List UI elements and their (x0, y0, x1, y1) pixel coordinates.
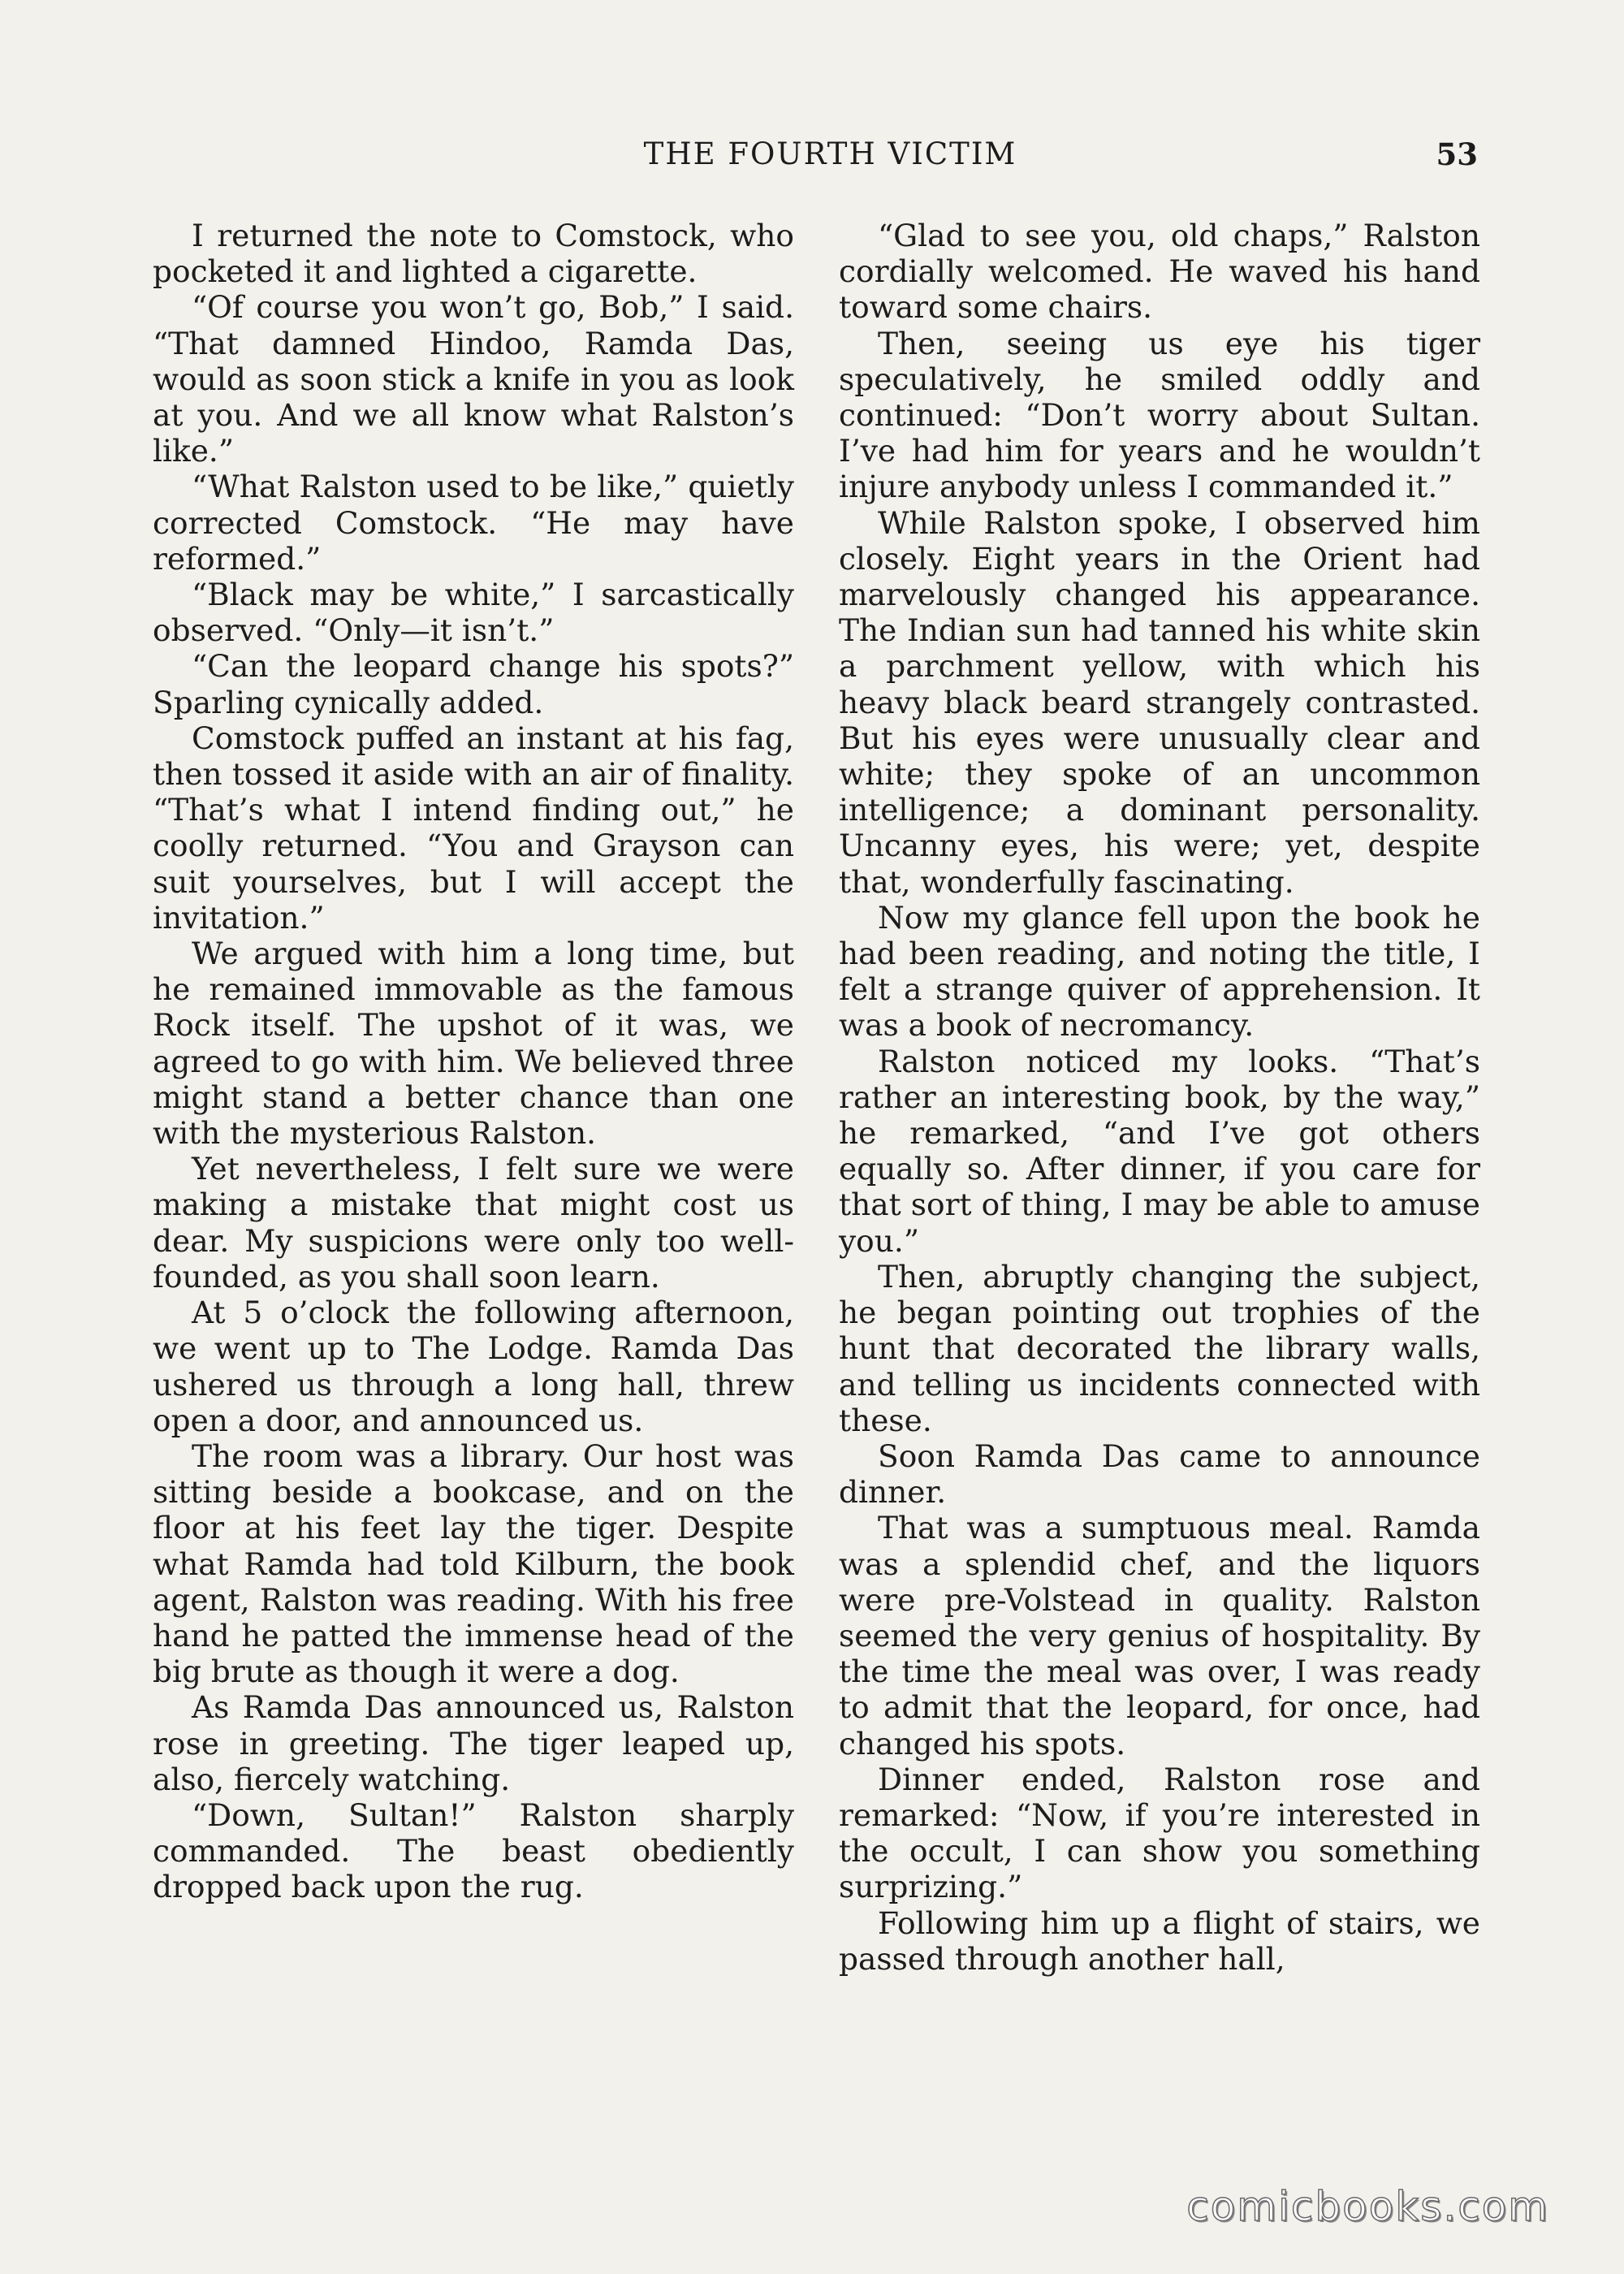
paragraph: We argued with him a long time, but he remained immovable as the famous Rock itself. The upshot of it was, we agreed to go with him. We believed three might stand a better chance than one with the mysterious Ralston. (153, 936, 794, 1152)
paragraph: That was a sumptuous meal. Ramda was a splendid chef, and the liquors were pre-Volstead in quality. Ralston seemed the very genius of hospitality. By the time the meal was over, I was ready to admit that the leopard, for once, had changed his spots. (839, 1510, 1480, 1762)
chapter-title: THE FOURTH VICTIM (643, 136, 1017, 171)
right-text-column (839, 218, 1480, 1977)
paragraph: Then, abruptly changing the subject, he began pointing out trophies of the hunt that decorated the library walls, and telling us incidents connected with these. (839, 1258, 1480, 1438)
paragraph: “Can the leopard change his spots?” Sparling cynically added. (153, 648, 794, 720)
paragraph: “Glad to see you, old chaps,” Ralston cordially welcomed. He waved his hand toward some chairs. (839, 218, 1480, 326)
paragraph: “Black may be white,” I sarcastically observed. “Only—it isn’t.” (153, 577, 794, 649)
paragraph: “Of course you won’t go, Bob,” I said. “That damned Hindoo, Ramda Das, would as soon stick a knife in you as look at you. And we all know what Ralston’s like.” (153, 289, 794, 469)
paragraph: As Ramda Das announced us, Ralston rose in greeting. The tiger leaped up, also, fiercely watching. (153, 1689, 794, 1797)
paragraph: Then, seeing us eye his tiger speculatively, he smiled oddly and continued: “Don’t worry about Sultan. I’ve had him for years and he wouldn’t injure anybody unless I commanded it.” (839, 325, 1480, 505)
paragraph: Soon Ramda Das came to announce dinner. (839, 1437, 1480, 1511)
running-head (150, 136, 1478, 177)
paragraph: The room was a library. Our host was sitting beside a bookcase, and on the floor at his feet lay the tiger. Despite what Ramda had told Kilburn, the book agent, Ralston was reading. With his free hand he patted the immense head of the big brute as though it were a dog. (153, 1437, 794, 1690)
paragraph: Ralston noticed my looks. “That’s rather an interesting book, by the way,” he remarked, “and I’ve got others equally so. After dinner, if you care for that sort of thing, I may be able to amuse you.” (839, 1043, 1480, 1259)
paragraph: “Down, Sultan!” Ralston sharply commanded. The beast obediently dropped back upon the rug. (153, 1796, 794, 1905)
page-number: 53 (1436, 136, 1478, 172)
site-watermark: comicbooks.com (1186, 2183, 1549, 2230)
paragraph: Following him up a flight of stairs, we passed through another hall, (839, 1904, 1480, 1977)
paragraph: Comstock puffed an instant at his fag, then tossed it aside with an air of finality. “That’s what I intend finding out,” he coolly returned. “You and Grayson can suit yourselves, but I will accept the invitation.” (153, 720, 794, 936)
paragraph: Now my glance fell upon the book he had been reading, and noting the title, I felt a strange quiver of apprehension. It was a book of necromancy. (839, 899, 1480, 1044)
paragraph: While Ralston spoke, I observed him closely. Eight years in the Orient had marvelously changed his appearance. The Indian sun had tanned his white skin a parchment yellow, with which his heavy black beard strangely contrasted. But his eyes were unusually clear and white; they spoke of an uncommon intelligence; a dominant personality. Uncanny eyes, his were; yet, despite that, wonderfully fascinating. (839, 504, 1480, 900)
paragraph: I returned the note to Comstock, who pocketed it and lighted a cigarette. (153, 218, 794, 290)
paragraph: At 5 o’clock the following afternoon, we went up to The Lodge. Ramda Das ushered us through a long hall, threw open a door, and announced us. (153, 1295, 794, 1438)
paragraph: Dinner ended, Ralston rose and remarked: “Now, if you’re interested in the occult, I can show you something surprizing.” (839, 1761, 1480, 1905)
paragraph: “What Ralston used to be like,” quietly corrected Comstock. “He may have reformed.” (153, 469, 794, 577)
paragraph: Yet nevertheless, I felt sure we were making a mistake that might cost us dear. My suspicions were only too well-founded, as you shall soon learn. (153, 1151, 794, 1295)
left-text-column (153, 218, 794, 1905)
